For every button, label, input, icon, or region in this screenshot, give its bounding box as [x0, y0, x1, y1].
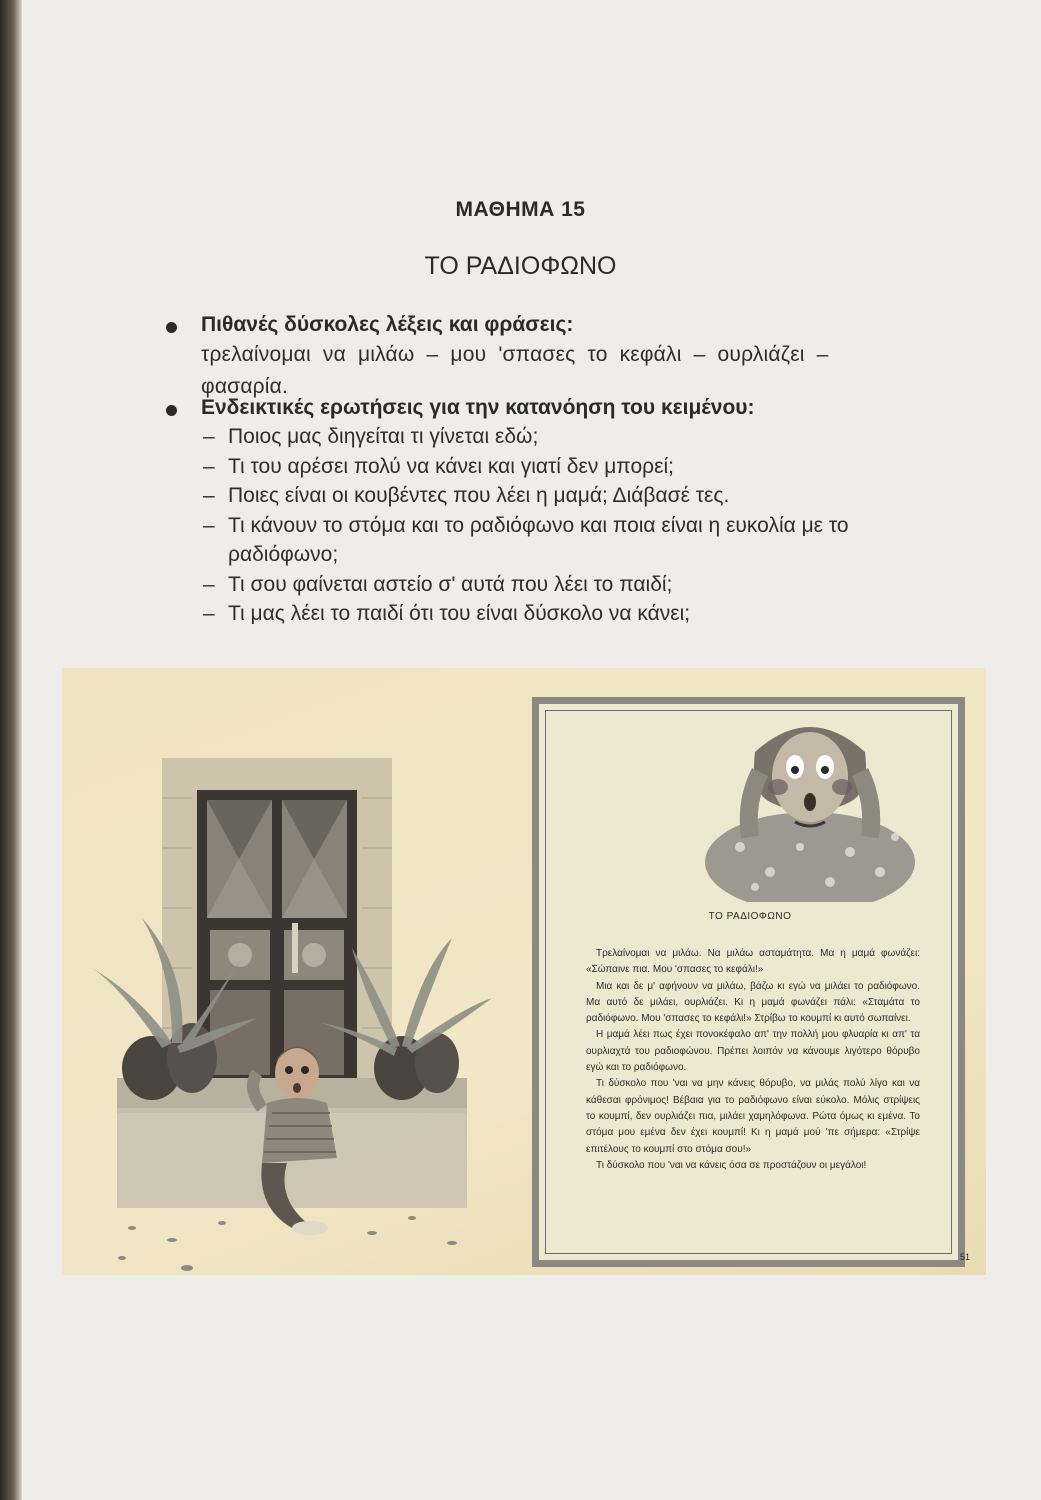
list-item: – Τι του αρέσει πολύ να κάνει και γιατί δεν μπορεί;	[203, 452, 903, 482]
story-title: ΤΟ ΡΑΔΙΟΦΩΝΟ	[708, 911, 792, 922]
list-item: – Τι σου φαίνεται αστείο σ' αυτά που λέει το παιδί;	[203, 570, 903, 600]
dash: –	[203, 602, 215, 625]
story-paragraph: Τι δύσκολο που 'ναι να κάνεις όσα σε προστάζουν οι μεγάλοι!	[596, 1159, 867, 1171]
dash: –	[203, 484, 215, 507]
vocabulary-line: τρελαίνομαι να μιλάω – μου 'σπασες το κεφάλι – ουρλιάζει –	[201, 343, 829, 366]
lesson-title: ΜΑΘΗΜΑ 15	[455, 198, 586, 221]
story-paragraph: Η μαμά λέει πως έχει πονοκέφαλο απ' την πολλή μου φλυαρία κι απ' τα ουρλιαχτά του ραδιοφώνου. Πρέπει λοιπόν να κάνουμε λιγότερο θόρυβο εγώ και το ραδιόφωνο.	[586, 1029, 920, 1074]
questions-list	[203, 422, 903, 629]
page-number: 51	[960, 1252, 971, 1262]
vocabulary-section	[201, 313, 901, 403]
bullet-icon	[166, 405, 177, 416]
list-item: – Ποιος μας διηγείται τι γίνεται εδώ;	[203, 422, 903, 452]
lesson-subtitle: ΤΟ ΡΑΔΙΟΦΩΝΟ	[424, 252, 617, 280]
book-spine	[0, 0, 22, 1500]
questions-heading: Ενδεικτικές ερωτήσεις για την κατανόηση του κειμένου:	[201, 396, 755, 419]
shouting-mother-illustration	[700, 712, 920, 902]
dash: –	[203, 513, 215, 537]
vocabulary-line: φασαρία.	[201, 375, 289, 398]
questions-heading-block	[201, 396, 901, 420]
story-paragraph: Τρελαίνομαι να μιλάω. Να μιλάω ασταμάτητα. Μα η μαμά φωνάζει: «Σώπαινε πια. Μου 'σπασες το κεφάλι!»	[586, 948, 920, 976]
dash: –	[203, 454, 215, 478]
boy-at-door-illustration	[62, 668, 532, 1275]
story-paragraph: Τι δύσκολο που 'ναι να μην κάνεις θόρυβο, να μιλάς πολύ λίγο και να κάθεσαι φρόνιμος! Βέβαια για το ραδιόφωνο είναι εύκολο. Μόλις στρίψεις το κουμπί, δεν ουρλιάζει πια, μιλάει χαμηλόφωνα. Ρώτα όμως κι εμένα. Το στόμα μου εμένα δεν έχει κουμπί! Κι η μαμά μού 'πε σήμερα: «Στρίψε επιτέλους το κουμπί στο στόμα σου!»	[586, 1078, 920, 1155]
vocabulary-heading: Πιθανές δύσκολες λέξεις και φράσεις:	[201, 313, 574, 336]
list-item: – Ποιες είναι οι κουβέντες που λέει η μαμά; Διάβασέ τες.	[203, 481, 903, 511]
dash: –	[203, 572, 215, 596]
list-item: – Τι μας λέει το παιδί ότι του είναι δύσκολο να κάνει;	[203, 599, 903, 629]
bullet-icon	[166, 322, 177, 333]
story-text	[586, 946, 920, 1174]
story-paragraph: Μια και δε μ' αφήνουν να μιλάω, βάζω κι εγώ να μιλάει το ραδιόφωνο. Μα αυτό δε μιλάει, ουρλιάζει. Κι η μαμά φωνάζει πάλι: «Σταμάτα το ραδιόφωνο. Μου 'σπασες το κεφάλι!» Στρίβω το κουμπί κι αυτό σωπαίνει.	[586, 980, 920, 1025]
dash: –	[203, 425, 215, 448]
list-item: – Τι κάνουν το στόμα και το ραδιόφωνο και ποια είναι η ευκολία με το ραδιόφωνο;	[203, 511, 903, 570]
